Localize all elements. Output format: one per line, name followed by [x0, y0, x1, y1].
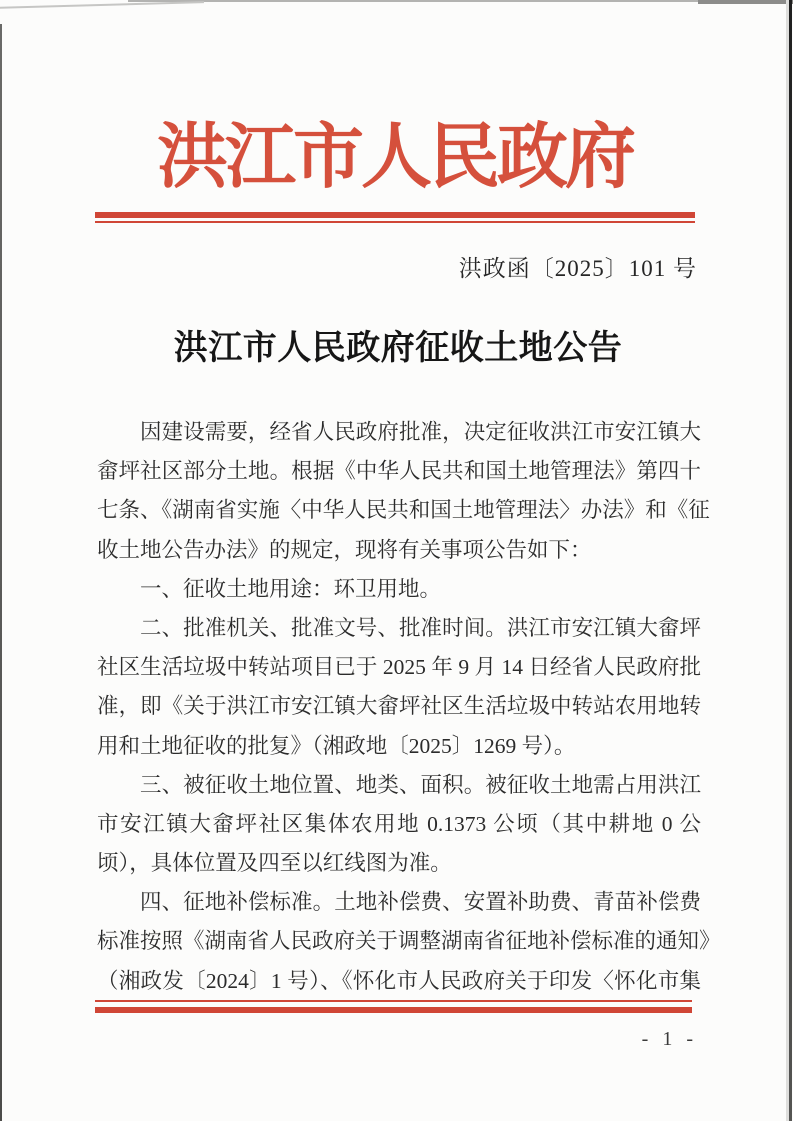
letterhead-rule	[95, 212, 695, 223]
scan-edge-left	[0, 24, 2, 1121]
body-line: 因建设需要，经省人民政府批准，决定征收洪江市安江镇大	[140, 420, 701, 444]
document-title: 洪江市人民政府征收土地公告	[173, 330, 623, 367]
scan-edge-top-right	[698, 0, 793, 4]
scan-edge-right	[789, 0, 792, 1121]
body-line: 七条、《湖南省实施〈中华人民共和国土地管理法〉办法》和《征	[97, 498, 710, 523]
body-line: 收土地公告办法》的规定，现将有关事项公告如下：	[97, 537, 592, 562]
page-number: - 1 -	[641, 1028, 695, 1050]
scan-edge-top	[128, 0, 793, 2]
footer-rule	[95, 1000, 692, 1013]
letterhead-rule-thin	[95, 221, 695, 223]
body-line: 社区生活垃圾中转站项目已于 2025 年 9 月 14 日经省人民政府批	[97, 655, 701, 680]
body-line: 畲坪社区部分土地。根据《中华人民共和国土地管理法》第四十	[97, 459, 701, 484]
scan-edge-top-left-sliver	[0, 1, 204, 9]
body-line: 准，即《关于洪江市安江镇大畲坪社区生活垃圾中转站农用地转	[97, 694, 701, 719]
body-line: 标准按照《湖南省人民政府关于调整湖南省征地补偿标准的通知》	[97, 929, 721, 954]
body-line: 三、被征收土地位置、地类、面积。被征收土地需占用洪江	[140, 772, 701, 797]
letterhead-org-name: 洪江市人民政府	[156, 119, 633, 197]
body-line: 四、征地补偿标准。土地补偿费、安置补助费、青苗补偿费	[140, 890, 701, 915]
footer-rule-thick	[95, 1007, 692, 1013]
body-line: 用和土地征收的批复》（湘政地〔2025〕1269 号）。	[97, 733, 576, 758]
body-line: 顷），具体位置及四至以红线图为准。	[97, 851, 452, 876]
document-body	[97, 413, 721, 1001]
body-line: 二、批准机关、批准文号、批准时间。洪江市安江镇大畲坪	[140, 615, 701, 640]
body-line: （湘政发〔2024〕1 号）、《怀化市人民政府关于印发〈怀化市集	[97, 968, 701, 993]
body-line: 一、征收土地用途：环卫用地。	[140, 576, 442, 601]
body-line: 市安江镇大畲坪社区集体农用地 0.1373 公顷（其中耕地 0 公	[97, 811, 701, 836]
document-number: 洪政函〔2025〕101 号	[458, 256, 697, 281]
